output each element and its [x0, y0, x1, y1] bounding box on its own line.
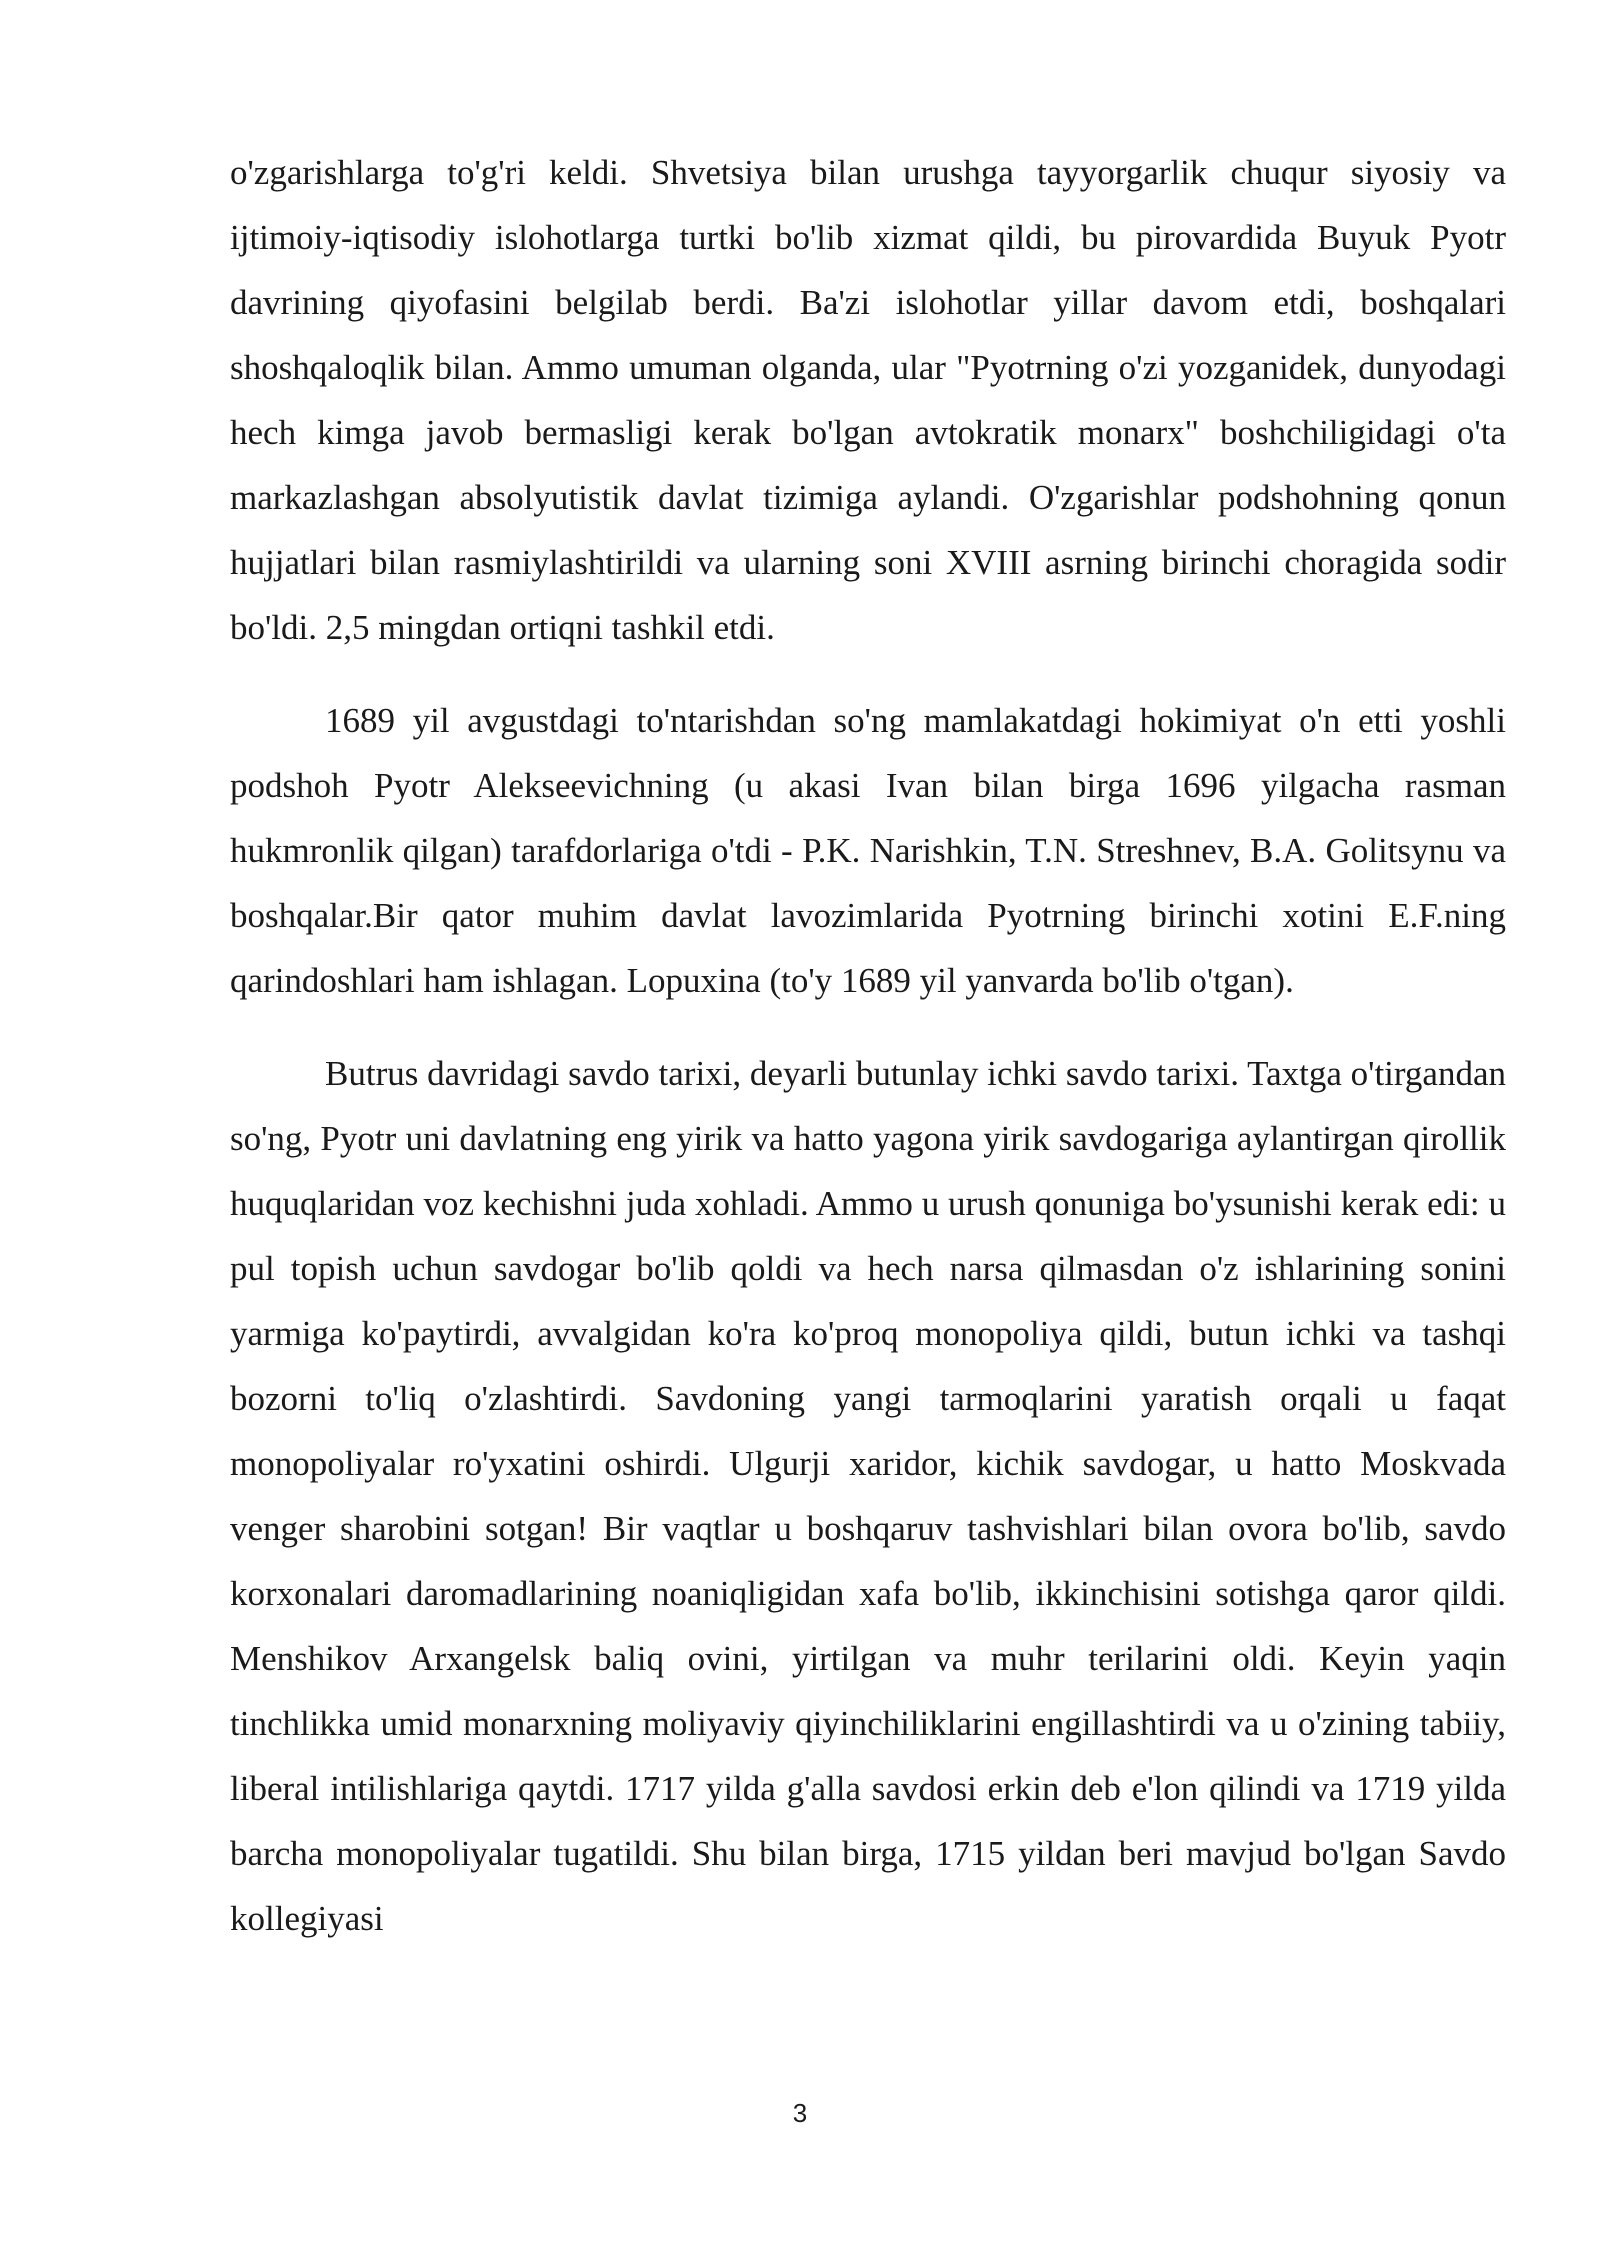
paragraph-3: Butrus davridagi savdo tarixi, deyarli butunlay ichki savdo tarixi. Taxtga o'tirgandan so'ng, Pyotr uni davlatning eng yirik va hatto yagona yirik savdogariga aylantirgan qirollik huquqlaridan voz kechishni juda xohladi. Ammo u urush qonuniga bo'ysunishi kerak edi: u pul topish uchun savdogar bo'lib qoldi va hech narsa qilmasdan o'z ishlarining sonini yarmiga ko'paytirdi, avvalgidan ko'ra ko'proq monopoliya qildi, butun ichki va tashqi bozorni to'liq o'zlashtirdi. Savdoning yangi tarmoqlarini yaratish orqali u faqat monopoliyalar ro'yxatini oshirdi. Ulgurji xaridor, kichik savdogar, u hatto Moskvada venger sharobini sotgan! Bir vaqtlar u boshqaruv tashvishlari bilan ovora bo'lib, savdo korxonalari daromadlarining noaniqligidan xafa bo'lib, ikkinchisini sotishga qaror qildi. Menshikov Arxangelsk baliq ovini, yirtilgan va muhr terilarini oldi. Keyin yaqin tinchlikka umid monarxning moliyaviy qiyinchiliklarini engillashtirdi va u o'zining tabiiy, liberal intilishlariga qaytdi. 1717 yilda g'alla savdosi erkin deb e'lon qilindi va 1719 yilda barcha monopoliyalar tugatildi. Shu bilan birga, 1715 yildan beri mavjud bo'lgan Savdo kollegiyasi: [230, 1054, 1506, 1938]
document-body: [230, 140, 1506, 1951]
page-number: 3: [792, 2098, 808, 2128]
paragraph-1: o'zgarishlarga to'g'ri keldi. Shvetsiya bilan urushga tayyorgarlik chuqur siyosiy va ijtimoiy-iqtisodiy islohotlarga turtki bo'lib xizmat qildi, bu pirovardida Buyuk Pyotr davrining qiyofasini belgilab berdi. Ba'zi islohotlar yillar davom etdi, boshqalari shoshqaloqlik bilan. Ammo umuman olganda, ular "Pyotrning o'zi yozganidek, dunyodagi hech kimga javob bermasligi kerak bo'lgan avtokratik monarx" boshchiligidagi o'ta markazlashgan absolyutistik davlat tizimiga aylandi. O'zgarishlar podshohning qonun hujjatlari bilan rasmiylashtirildi va ularning soni XVIII asrning birinchi choragida sodir bo'ldi. 2,5 mingdan ortiqni tashkil etdi.: [230, 153, 1506, 647]
paragraph-2: 1689 yil avgustdagi to'ntarishdan so'ng mamlakatdagi hokimiyat o'n etti yoshli podshoh Pyotr Alekseevichning (u akasi Ivan bilan birga 1696 yilgacha rasman hukmronlik qilgan) tarafdorlariga o'tdi - P.K. Narishkin, T.N. Streshnev, B.A. Golitsynu va boshqalar.Bir qator muhim davlat lavozimlarida Pyotrning birinchi xotini E.F.ning qarindoshlari ham ishlagan. Lopuxina (to'y 1689 yil yanvarda bo'lib o'tgan).: [230, 701, 1506, 1000]
